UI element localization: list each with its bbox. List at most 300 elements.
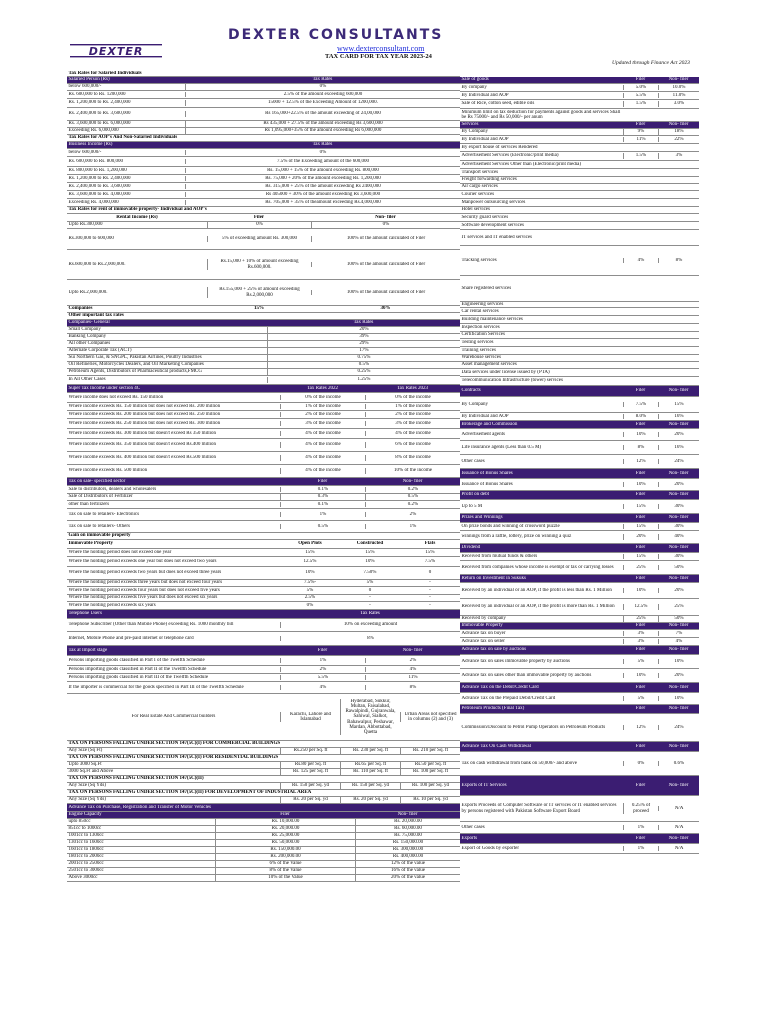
table-row: [460, 413, 699, 421]
row-value: 24%: [658, 725, 699, 730]
row-label: upto 850cc: [68, 819, 91, 825]
table-header: [460, 683, 699, 693]
row-value: 0%: [207, 222, 311, 227]
table-row: [67, 557, 460, 567]
header-cell: Filer: [635, 77, 646, 83]
row-label: Rs. 2,400,000 to Rs. 3,600,000: [68, 111, 131, 117]
row-value: 10%: [658, 659, 699, 664]
table-row: [67, 602, 460, 610]
row-value: 20%: [623, 534, 658, 539]
table-row: [67, 521, 460, 533]
table-row: [460, 136, 699, 144]
table-row: [460, 92, 699, 100]
row-value: -: [429, 602, 431, 608]
table-header: [460, 742, 699, 752]
row-value: Rs. 200,000.00: [215, 854, 355, 859]
row-value: 15%: [425, 549, 435, 555]
table-row: [67, 833, 460, 840]
table-row: [460, 100, 699, 109]
row-value: 5% of exceeding amount Rs. 300,000: [207, 236, 311, 241]
row-value: Rs.250 per Sq. ft: [280, 748, 340, 753]
table-row: [460, 561, 699, 575]
row-label: In All Other Cases: [68, 377, 106, 383]
table-row: [67, 674, 460, 682]
table-row: [67, 580, 460, 587]
table-row: [460, 109, 699, 122]
table-header: [67, 610, 460, 619]
row-value: 0%: [623, 761, 658, 766]
row-value: Rs 165,000+22.5% of the amount exceeding of 24,00,000: [185, 111, 460, 116]
table-row: [460, 129, 699, 136]
row-value: 1% of the income: [365, 404, 460, 409]
right-column: [460, 77, 699, 907]
row-value: 0.6%: [658, 761, 699, 766]
row-label: By Company: [461, 401, 489, 407]
section-title-text: Tax Rates for AOP's And Non-Salaried Individuals: [68, 135, 178, 141]
row-value: 5%: [306, 587, 314, 593]
table-row: [460, 616, 699, 623]
row-label: below 600,000/-: [68, 149, 102, 155]
header-cell: Filer: [635, 743, 646, 749]
header-cell: Non- filer: [668, 684, 689, 690]
header-cell: Exports: [461, 835, 478, 841]
row-label: Telephone Subscriber (Other than Mobile Phone) exceeding Rs. 1000 monthly bill: [68, 622, 234, 628]
table-header: [460, 776, 699, 796]
row-value: 1%: [280, 512, 365, 517]
header-cell: Non- filer: [402, 478, 423, 484]
row-value: 100% of the amount calculated of Filer: [311, 290, 460, 295]
row-label: Inspection services: [461, 324, 500, 330]
row-value: 3% of the income: [365, 421, 460, 426]
row-value: 4% of the income: [365, 431, 460, 436]
row-value: 15000 + 12.5% of the Exceeding Amount of 1200,000.: [185, 100, 460, 105]
table-header: [460, 469, 699, 479]
table-row: [460, 276, 699, 302]
row-label: Other cases: [461, 458, 485, 464]
company-website-link[interactable]: www.dexterconsultant.com: [337, 44, 425, 53]
row-label: Where income exceeds Rs. 500 million: [68, 468, 148, 474]
row-label: Engineering services: [461, 302, 504, 307]
row-label: 1801cc to 2000cc: [68, 854, 104, 860]
header-cell: Filer: [253, 214, 265, 220]
row-label: Small Company: [68, 327, 101, 333]
table-row: [460, 479, 699, 491]
row-label: Certification Services: [461, 332, 505, 338]
row-value: Rs. 210 per Sq. ft: [400, 748, 460, 753]
row-value: 11%: [365, 675, 460, 680]
row-value: Rs. 300,000.00: [355, 847, 460, 852]
row-value: 0.2%: [365, 487, 460, 492]
header-cell: Non- filer: [668, 623, 689, 629]
table-header: [460, 544, 699, 553]
row-value: 50%: [658, 616, 699, 621]
row-value: 1%: [623, 825, 658, 830]
header-cell: Tax at Import stage: [68, 647, 108, 653]
header-cell: Tax Rates 2022: [306, 385, 339, 391]
header-cell: Non- filer: [397, 812, 418, 818]
table-row: [67, 797, 460, 804]
table-row: [460, 355, 699, 362]
header-cell: Dividend: [461, 545, 481, 551]
row-value: 4%: [365, 667, 460, 672]
table-row: [460, 230, 699, 246]
table-row: [67, 91, 460, 99]
header-cell: Rental Income (Rs): [116, 214, 158, 220]
header-cell: Filer: [635, 122, 646, 128]
row-label: Rs.300,000 to 600,000: [68, 236, 114, 242]
row-value: 15%: [254, 306, 264, 312]
table-row: [460, 199, 699, 207]
row-label: Received by company: [461, 616, 506, 622]
row-label: Tax on sale to retailers- Electronics: [68, 511, 140, 517]
row-label: Advertisement Services Other than (Electronic/print media): [461, 161, 582, 167]
row-value: 24%: [658, 459, 699, 464]
dexter-logo: [70, 40, 162, 64]
row-label: Where income does not exceed Rs. 150 million: [68, 394, 164, 400]
row-value: Rs. 150,000.00: [355, 840, 460, 845]
row-value: 0.5%: [365, 494, 460, 499]
row-value: 16% of the value: [355, 868, 460, 873]
header-cell: Advance Tax on the Debit/Credit Card: [461, 684, 539, 690]
table-header: [67, 478, 460, 486]
row-value: 0.75%: [267, 355, 460, 360]
row-label: Received by an individual or an AOP, if the profit is less than Rs. 1 Million: [461, 587, 612, 593]
row-label: Car rental services: [461, 308, 499, 314]
row-label: Persons importing goods classified in Part I of the Twelfth Schedule: [68, 657, 205, 663]
header-cell: Non- filer: [375, 214, 396, 220]
table-row: [460, 369, 699, 377]
row-value: 1%: [280, 658, 365, 663]
row-value: 0%: [185, 84, 460, 89]
row-label: Where income exceeds Rs. 350 million but doesn't exceed Rs.400 million: [68, 442, 217, 448]
row-value: 7.5% of the Exceeding amount of the 600,000: [185, 159, 460, 164]
header-cell: Non- filer: [668, 706, 689, 712]
row-value: 15%: [658, 402, 699, 407]
row-value: 50%: [658, 565, 699, 570]
header-cell: Tax Rates: [312, 77, 333, 83]
table-row: [460, 362, 699, 369]
header-cell: Filer: [635, 388, 646, 394]
table-row: [67, 84, 460, 91]
city-group: Karachi, Lahore and Islamabad: [280, 712, 340, 723]
table-row: [67, 632, 460, 646]
row-label: Alternate Corporate Tax (ACT): [68, 348, 132, 354]
row-label: Sale to distributors, dealers and wholesalers: [68, 486, 157, 492]
header-cell: Filer: [635, 575, 646, 581]
row-value: Rs.80 per Sq. ft: [280, 762, 340, 767]
table-row: [460, 347, 699, 355]
table-header: [460, 386, 699, 397]
section-title: [67, 135, 460, 142]
row-label: Hotel services: [461, 207, 490, 213]
row-value: Rs. 20,000.00: [215, 826, 355, 831]
section-title-text: Advance Tax on Purchase, Registration and Transfer of Motor Vehicles: [68, 804, 211, 810]
row-value: N/A: [658, 825, 699, 830]
row-label: By company: [461, 84, 487, 90]
table-row: [460, 599, 699, 616]
row-label: 2001cc to 2500cc: [68, 861, 104, 867]
table-row: [67, 369, 460, 376]
row-value: 15%: [365, 549, 375, 555]
row-value: 8%: [365, 685, 460, 690]
header-cell: Tax Rates 2023: [396, 385, 429, 391]
table-row: [460, 844, 699, 854]
row-label: Where the holding period exceeds one year but does not exceed two years: [68, 558, 217, 564]
row-label: Rs. 3,600,000 to Rs. 4,000,000: [68, 191, 131, 197]
table-row: [67, 191, 460, 199]
row-label: Advance Tax on the Prepaid Debit/Credit Card: [461, 695, 556, 701]
table-header: [67, 77, 460, 84]
table-row: [67, 149, 460, 157]
row-value: N/A: [658, 846, 699, 851]
header-cell: Non- filer: [668, 515, 689, 521]
row-value: Rs. 20 per Sq. yd: [280, 797, 340, 802]
row-value: 7.50%: [363, 570, 377, 576]
table-row: [67, 108, 460, 121]
row-value: 1.25%: [267, 377, 460, 382]
row-value: 5.0%: [623, 85, 658, 90]
table-row: [67, 656, 460, 666]
row-value: 1.5%: [623, 101, 658, 106]
row-value: 10%: [623, 482, 658, 487]
table-row: [67, 229, 460, 250]
row-label: Where income exceeds Rs. 300 million but doesn't exceed Rs 350 million: [68, 430, 217, 436]
row-label: 3000 Sq.Ft and Above: [68, 769, 114, 775]
row-label: winnings from a raffle, lottery, prize on winning a quiz: [461, 534, 572, 540]
table-header: [67, 540, 460, 549]
table-row: [67, 99, 460, 108]
header-cell: Filer: [317, 478, 328, 484]
row-value: 15%: [623, 524, 658, 529]
section-title-text: Other important tax rates: [68, 313, 124, 319]
table-row: [67, 429, 460, 439]
row-value: 40%: [658, 534, 699, 539]
row-value: 20%: [658, 673, 699, 678]
row-value: 10%: [623, 588, 658, 593]
row-value: 0: [428, 570, 432, 576]
row-value: 1.5%: [623, 153, 658, 158]
header-cell: Tax Rates: [353, 320, 374, 326]
row-value: 4% of the income: [280, 468, 365, 473]
row-label: Where the holding period exceeds two years but does not exceed three years: [68, 570, 222, 576]
table-row: [67, 682, 460, 694]
table-row: [67, 280, 460, 306]
row-label: Software development services: [461, 222, 524, 228]
row-value: 12% of the value: [355, 861, 460, 866]
row-value: 10% on exceeding amount: [280, 622, 460, 627]
table-row: [67, 567, 460, 580]
svg-text:DEXTER: DEXTER: [88, 45, 144, 58]
row-value: 18%: [658, 129, 699, 134]
header-cell: Filer: [635, 623, 646, 629]
table-row: [67, 868, 460, 875]
header-cell: Non- filer: [668, 575, 689, 581]
row-value: Rs. 230 per Sq. ft: [340, 748, 400, 753]
row-value: 10% of the Value: [215, 875, 355, 880]
row-label: By Individual and AOP: [461, 136, 509, 142]
row-value: Rs. 15,000 + 15% of the amount exceeding Rs. 800,000: [185, 168, 460, 173]
table-row: [460, 214, 699, 222]
row-value: 15%: [623, 554, 658, 559]
row-value: Rs. 400,000.00: [355, 854, 460, 859]
header-cell: Prizes and Winnings: [461, 515, 503, 521]
row-label: Rs. 1,200,000 to Rs. 2,400,000: [68, 175, 131, 181]
header-cell: Filer: [635, 515, 646, 521]
table-row: [67, 222, 460, 229]
header-cell: Filer: [635, 835, 646, 841]
row-value: Rs. 50,000.00: [215, 840, 355, 845]
table-row: [67, 403, 460, 411]
row-value: 11.0%: [658, 93, 699, 98]
row-label: 1301cc to 1600cc: [68, 840, 104, 846]
row-value: 7.5%: [424, 558, 436, 564]
header-cell: Non- filer: [668, 470, 689, 476]
row-value: N/A: [658, 806, 699, 811]
row-label: Exceeding Rs. 4,000,000: [68, 199, 119, 205]
row-value: 10%: [365, 558, 375, 564]
table-header: [460, 623, 699, 630]
table-row: [67, 183, 460, 191]
header-cell: Non- filer: [668, 122, 689, 128]
table-row: [460, 339, 699, 347]
row-value: 100% of the amount calculated of Filer: [311, 262, 460, 267]
row-value: 0.1%: [280, 502, 365, 507]
header-cell: Non- filer: [668, 388, 689, 394]
section-title: [67, 207, 460, 214]
table-row: [67, 419, 460, 429]
row-label: Rs. 600,000 to Rs. 1200,000: [68, 91, 126, 97]
header-cell: Contracts: [461, 388, 481, 394]
table-row: [460, 184, 699, 191]
row-value: 2.5% of the amount exceeding 600,000: [185, 92, 460, 97]
table-row: [67, 334, 460, 341]
row-label: Advance tax on buyer: [461, 630, 506, 636]
row-value: Rs. 150 per Sq. yd: [340, 783, 400, 788]
row-value: 5.5%: [623, 93, 658, 98]
row-label: Where income exceeds Rs. 200 million but does not exceed Rs. 250 million: [68, 411, 221, 417]
header-cell: Flats: [424, 541, 436, 547]
table-row: [67, 549, 460, 557]
table-row: [460, 144, 699, 152]
table-row: [67, 376, 460, 385]
table-row: [460, 655, 699, 669]
row-label: Where the holding period exceeds four years but does not exceed five years: [68, 587, 220, 593]
table-row: [67, 762, 460, 769]
update-note: Updated through Finance Act 2023: [612, 60, 690, 66]
table-row: [460, 222, 699, 230]
table-row: [460, 332, 699, 339]
row-value: 2% of the income: [365, 412, 460, 417]
header-cell: Filer: [635, 684, 646, 690]
row-label: By Individual and AOP: [461, 413, 509, 419]
row-value: 5%: [623, 696, 658, 701]
row-label: Any Size (Sq Yds): [68, 797, 106, 803]
row-label: Minimum limit on tax deduction for payments against goods and services Shall be Rs 75000/- and Rs 50,000/- per anum: [461, 109, 621, 120]
row-label: Received from mutual funds & others: [461, 553, 538, 559]
row-value: 7%: [658, 631, 699, 636]
row-label: Banking Company: [68, 334, 107, 340]
header-cell: Non- filer: [668, 743, 689, 749]
row-label: Asset management services: [461, 362, 517, 368]
table-row: [67, 393, 460, 403]
row-label: Other cases: [461, 824, 485, 830]
row-value: Rs 1,095,000+35% of the amount exceeding Rs 6,000,000: [185, 128, 460, 133]
city-group: Urban Areas not specified in columns (2) and (3): [400, 712, 460, 723]
table-header: [460, 705, 699, 714]
row-value: -: [369, 602, 371, 608]
table-row: [460, 500, 699, 514]
row-label: Exports Proceeds of Computer Software or IT services or IT enabled services by persons registered with Pakistan Software Export Board: [461, 803, 617, 814]
row-value: 0.5%: [267, 362, 460, 367]
table-header: [67, 812, 460, 819]
table-row: [67, 362, 460, 369]
row-label: Issuance of Bonus Shares: [461, 481, 513, 487]
table-row: [460, 377, 699, 386]
row-value: 6% of the income: [365, 442, 460, 447]
section-title: [67, 776, 460, 783]
row-value: Rs. 25,000.00: [215, 833, 355, 838]
left-column: [67, 71, 460, 1023]
row-label: Commission/Discount to Petrol Pump Operators on Petroleum Products: [461, 724, 606, 730]
table-row: [460, 822, 699, 834]
row-value: -: [429, 587, 431, 593]
row-value: 11%: [623, 137, 658, 142]
row-value: Rs. 20 per Sq. yd: [340, 797, 400, 802]
row-value: 0%: [306, 602, 314, 608]
row-value: 5%: [366, 580, 374, 586]
header-cell: Filer: [635, 545, 646, 551]
row-label: Sale of Rice, cotton seed, edible oils: [461, 101, 535, 107]
row-label: For Real Estate And Commercial builders: [131, 714, 216, 720]
table-row: [67, 128, 460, 135]
table-header: [67, 214, 460, 222]
row-value: 1%: [365, 524, 460, 529]
table-row: [460, 583, 699, 599]
row-value: 8% of the Value: [215, 868, 355, 873]
table-row: [67, 494, 460, 501]
header-cell: Telephone Users: [68, 611, 102, 617]
table-row: [67, 501, 460, 509]
section-title: [67, 533, 460, 540]
row-label: Persons importing goods classified in Part II of the Twelfth Schedule: [68, 666, 207, 672]
row-value: 0% of the income: [280, 395, 365, 400]
row-label: other than fertilizers: [68, 501, 110, 507]
row-label: Above 3000cc: [68, 875, 98, 881]
table-row: [67, 250, 460, 280]
row-label: Advance tax on sales immovable property by auctions: [461, 658, 570, 664]
row-value: Rs. 100 per Sq. yd: [400, 783, 460, 788]
row-value: Rs. 20,000.00: [355, 819, 460, 824]
row-label: Share registered services: [461, 285, 512, 291]
row-value: 4% of the income: [280, 442, 365, 447]
row-value: 0.25%: [267, 369, 460, 374]
table-row: [460, 169, 699, 177]
row-label: Tax on sale to retailers- Others: [68, 523, 130, 529]
row-value: 7.5%: [623, 402, 658, 407]
row-value: 1%: [623, 846, 658, 851]
section-title: [67, 790, 460, 797]
row-label: Advance tax on sales other than immovable property by auctions: [461, 672, 592, 678]
row-value: 30%: [380, 306, 391, 312]
row-label: Advertisement agents: [461, 431, 505, 437]
row-value: 0.25% of proceed: [623, 803, 658, 814]
header-cell: Filer: [635, 492, 646, 498]
row-value: Rs 435,000 + 27.5% of the amount exceeding Rs 3,600,000: [185, 121, 460, 126]
row-label: Received by an individual or an AOP, if the profit is more than Rs. 1 Million: [461, 604, 615, 610]
table-header: [460, 646, 699, 655]
row-value: 100% of the amount calculated of Filer: [311, 236, 460, 241]
row-value: 15%: [305, 549, 315, 555]
